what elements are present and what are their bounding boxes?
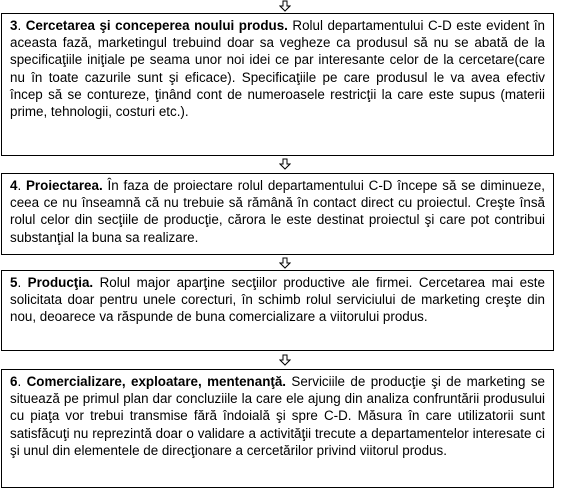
step-box-3: 3. Cercetarea şi conceperea noului produs. Rolul departamentului C-D este evident în aceasta fază, marketingul trebuind doar sa vegheze ca produsul să nu se abată de la specificaţiile iniţiale pe seama unor noi idei ce par interesante celor de la cercetare(care nu în toate cazurile sunt şi eficace). Specificaţiile pe care produsul le va avea efectiv încep să se contureze, ţinând cont de numeroasele restricţii la care este supus (materii prime, tehnologii, costuri etc.). [1,13,554,156]
step-title: Proiectarea. [26,178,103,193]
step-text: Serviciile de producţie şi de marketing se situează pe primul plan dar concluziile la care ele ajung din analiza confruntării produsului cu piaţa vor trebui transmise fără îndoială şi spre C-D. Măsura în care utilizatorii sunt satisfăcuţi nu reprezintă doar o validare a activităţii trecute a departamentelor interesate ci şi unul din elementele de direcţionare a cercetărilor privind viitorul produs. [10,374,545,458]
down-arrow-icon [279,158,291,170]
step-number: 4 [10,178,18,193]
step-title: Producţia. [27,275,94,290]
step-box-6: 6. Comercializare, exploatare, mentenanţă. Serviciile de producţie şi de marketing se situează pe primul plan dar concluziile la care ele ajung din analiza confruntării produsului cu piaţa vor trebui transmise fără îndoială şi spre C-D. Măsura în care utilizatorii sunt satisfăcuţi nu reprezintă doar o validare a activităţii trecute a departamentelor interesate ci şi unul din elementele de direcţionare a cercetărilor privind viitorul produs. [1,369,554,488]
step-number: 3 [10,18,18,33]
down-arrow-icon [279,0,291,12]
step-text: În faza de proiectare rolul departamentului C-D începe să se diminueze, ceea ce nu înseamnă că nu trebuie să rămână în contact direct cu proiectul. Creşte însă rolul celor din secţiile de producţie, cărora le este destinat proiectul şi care pot contribui substanţial la buna sa realizare. [10,178,545,245]
down-arrow-icon [279,257,291,269]
step-text: Rolul departamentului C-D este evident în aceasta fază, marketingul trebuind doar sa vegheze ca produsul să nu se abată de la specificaţiile iniţiale pe seama unor noi idei ce par interesante celor de la cercetare(care nu în toate cazurile sunt şi eficace). Specificaţiile pe care produsul le va avea efectiv încep să se contureze, ţinând cont de numeroasele restricţii la care este supus (materii prime, tehnologii, costuri etc.). [10,18,545,120]
down-arrow-icon [279,354,291,366]
step-box-5: 5. Producţia. Rolul major aparţine secţiilor productive ale firmei. Cercetarea mai este solicitata doar pentru unele corecturi, în schimb rolul serviciului de marketing creşte din nou, deoarece va răspunde de buna comercializare a viitorului produs. [1,270,554,351]
step-text: Rolul major aparţine secţiilor productive ale firmei. Cercetarea mai este solicitata doar pentru unele corecturi, în schimb rolul serviciului de marketing creşte din nou, deoarece va răspunde de buna comercializare a viitorului produs. [10,275,545,325]
step-title: Comercializare, exploatare, mentenanţă. [26,374,286,389]
step-box-4: 4. Proiectarea. În faza de proiectare rolul departamentului C-D începe să se diminueze, ceea ce nu înseamnă că nu trebuie să rămână în contact direct cu proiectul. Creşte însă rolul celor din secţiile de producţie, cărora le este destinat proiectul şi care pot contribui substanţial la buna sa realizare. [1,173,554,255]
step-title: Cercetarea şi conceperea noului produs. [25,18,288,33]
step-number: 6 [10,374,18,389]
step-number: 5 [10,275,18,290]
